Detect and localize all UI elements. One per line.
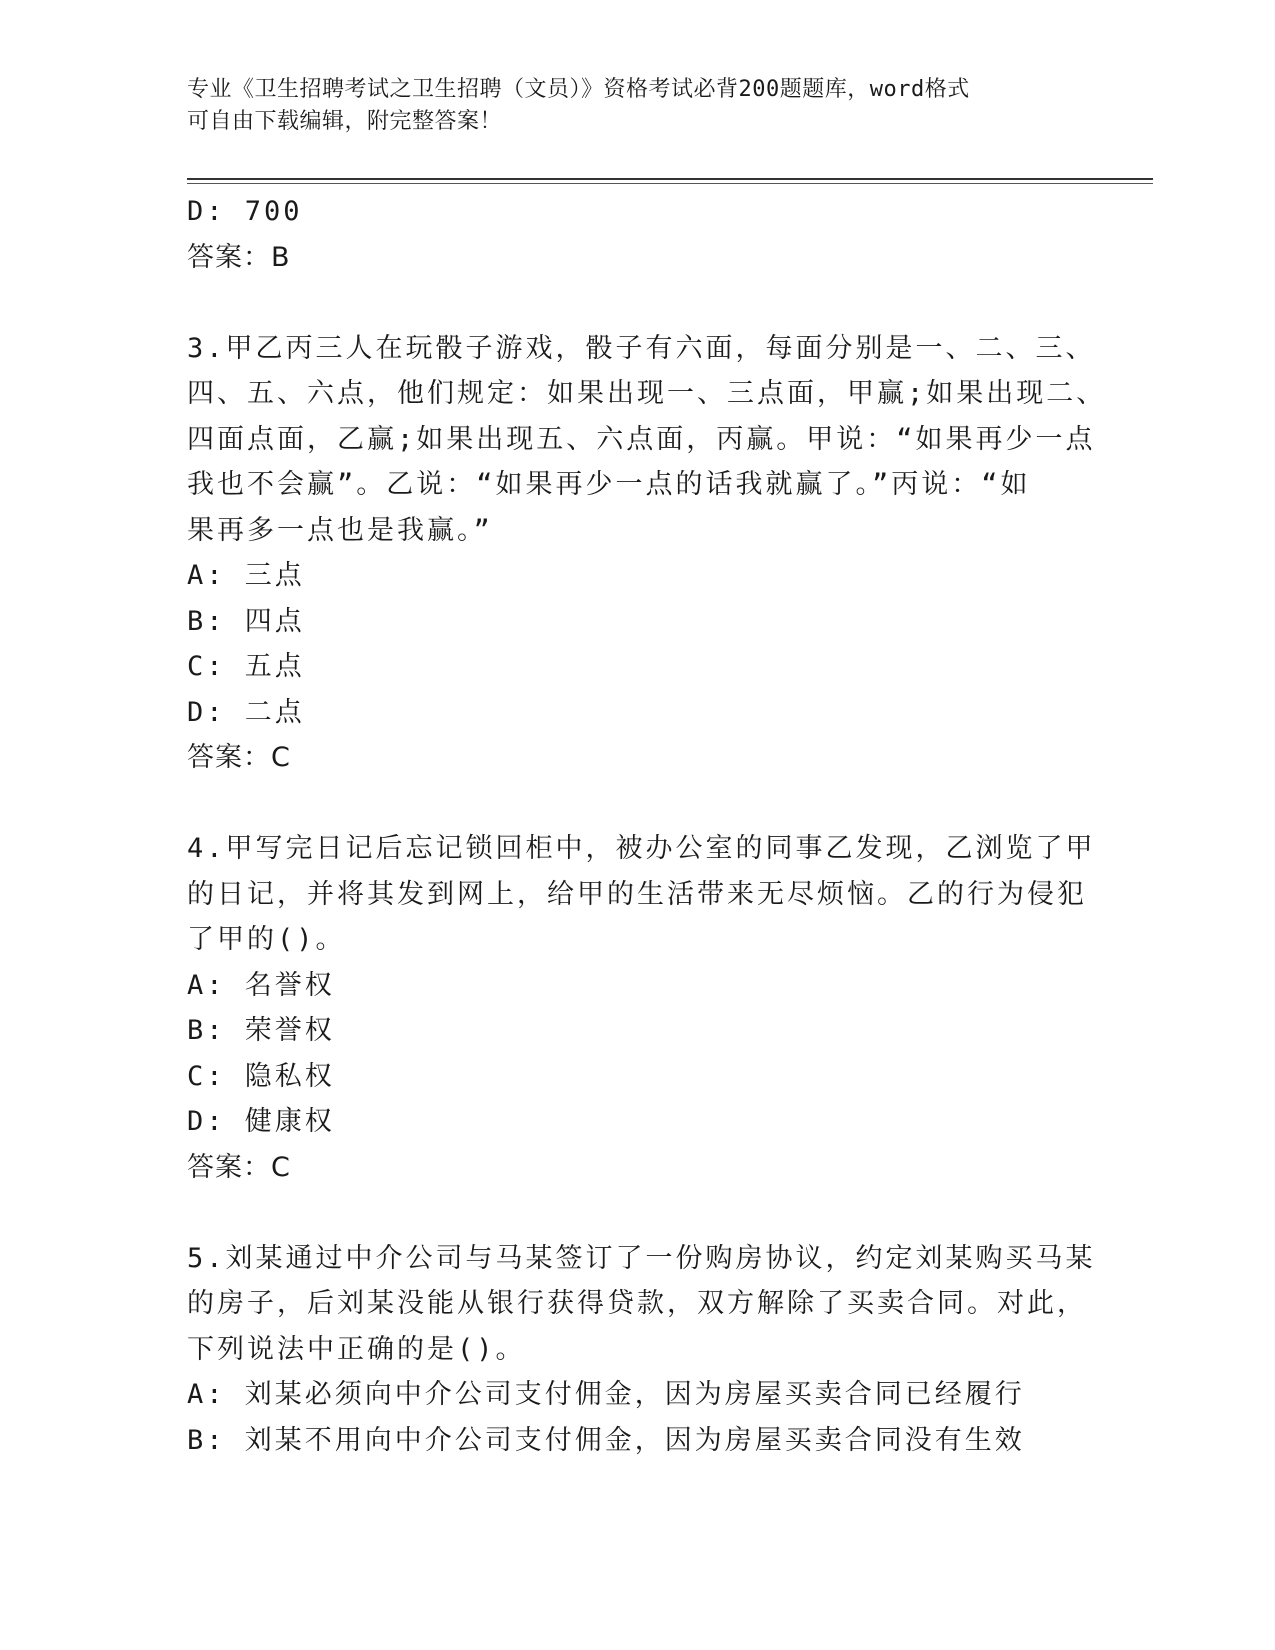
question-5 [187,1236,1096,1464]
option-d: D: 二点 [187,696,305,728]
answer-line: 答案：C [187,742,291,773]
question-stem-line: 果再多一点也是我赢。” [187,514,493,546]
header-divider-thin [187,183,1153,184]
question-stem-line: 我也不会赢”。乙说：“如果再少一点的话我就赢了。”丙说：“如 [187,469,1031,500]
option-c: C: 五点 [187,651,305,682]
answer-line: 答案：C [187,1151,291,1183]
question-stem-line: 了甲的()。 [187,924,346,955]
question-3 [187,326,1107,781]
option-d: D: 700 [187,196,303,227]
question-stem-line: 下列说法中正确的是()。 [187,1333,526,1365]
question-4 [187,826,1096,1190]
header-divider-thick [187,178,1153,180]
option-b: B: 四点 [187,605,305,637]
option-a: A: 三点 [187,560,305,591]
answer-line: 答案：B [187,241,291,273]
option-a: A: 名誉权 [187,969,335,1001]
question-stem-line: 四面点面，乙赢;如果出现五、六点面，丙赢。甲说：“如果再少一点 [187,423,1096,455]
question-stem-line: 四、五、六点，他们规定：如果出现一、三点面，甲赢;如果出现二、 [187,378,1107,409]
previous-question-tail [187,189,1087,280]
spacer [187,280,1087,326]
question-stem-line: 5.刘某通过中介公司与马某签订了一份购房协议，约定刘某购买马某 [187,1242,1096,1274]
question-stem-line: 4.甲写完日记后忘记锁回柜中，被办公室的同事乙发现，乙浏览了甲 [187,833,1096,864]
option-b: B: 刘某不用向中介公司支付佣金，因为房屋买卖合同没有生效 [187,1424,1025,1456]
question-stem-line: 的房子，后刘某没能从银行获得贷款，双方解除了买卖合同。对此， [187,1288,1087,1319]
spacer [187,1190,1087,1236]
header-title-line-1: 专业《卫生招聘考试之卫生招聘（文员）》资格考试必背200题题库，word格式 [187,77,970,102]
question-stem-line: 的日记，并将其发到网上，给甲的生活带来无尽烦恼。乙的行为侵犯 [187,878,1087,910]
header-title-line-2: 可自由下载编辑，附完整答案！ [187,109,503,134]
question-stem-line: 3.甲乙丙三人在玩骰子游戏，骰子有六面，每面分别是一、二、三、 [187,332,1096,364]
question-content [187,189,1107,1463]
option-a: A: 刘某必须向中介公司支付佣金，因为房屋买卖合同已经履行 [187,1379,1025,1410]
option-d: D: 健康权 [187,1106,335,1137]
document-header [187,74,1067,138]
option-c: C: 隐私权 [187,1060,335,1092]
option-b: B: 荣誉权 [187,1015,335,1046]
spacer [187,781,1087,827]
